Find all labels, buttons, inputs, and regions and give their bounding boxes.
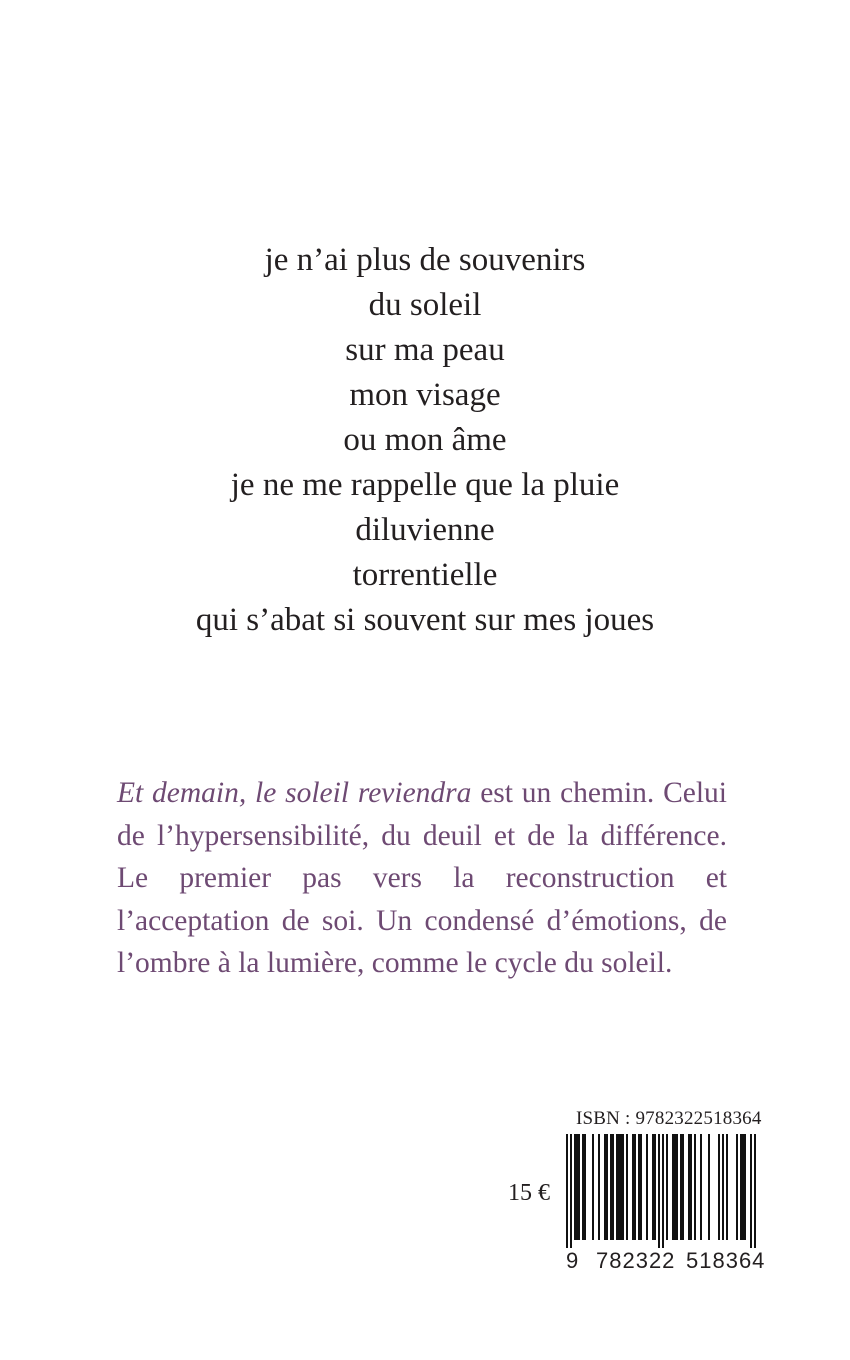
barcode-bar (676, 1134, 678, 1240)
barcode-bar (680, 1134, 682, 1240)
barcode-digits-left: 782322 (596, 1248, 676, 1273)
poem-line: je n’ai plus de souvenirs (264, 242, 586, 278)
barcode-guard-bar (570, 1134, 572, 1248)
barcode-guard-bar (658, 1134, 660, 1248)
barcode-bar (574, 1134, 576, 1240)
barcode-bar (688, 1134, 690, 1240)
barcode-bar (578, 1134, 580, 1240)
poem-line: ou mon âme (343, 422, 507, 458)
barcode-guard-bar (566, 1134, 568, 1248)
barcode-bar (612, 1134, 614, 1240)
barcode-bar (672, 1134, 674, 1240)
price: 15 € (508, 1180, 550, 1206)
barcode-guard-bar (662, 1134, 664, 1248)
barcode-bar (576, 1134, 578, 1240)
barcode-bar (598, 1134, 600, 1240)
poem-line: sur ma peau (345, 332, 505, 368)
barcode-bar (622, 1134, 624, 1240)
barcode-bar (632, 1134, 634, 1240)
barcode-bar (700, 1134, 702, 1240)
barcode-bar (584, 1134, 586, 1240)
barcode-bar (694, 1134, 696, 1240)
barcode-guard-bar (750, 1134, 752, 1248)
barcode-bar (610, 1134, 612, 1240)
barcode-digit-first: 9 (566, 1248, 579, 1273)
barcode-bar (744, 1134, 746, 1240)
barcode-bar (616, 1134, 618, 1240)
barcode-bar (652, 1134, 654, 1240)
barcode-digits-right: 518364 (686, 1248, 766, 1273)
barcode-bar (640, 1134, 642, 1240)
book-title: Et demain, le soleil reviendra (117, 777, 472, 809)
poem-line: je ne me rappelle que la pluie (230, 467, 620, 503)
poem-line: du soleil (368, 287, 482, 323)
barcode-digits (566, 1248, 796, 1274)
barcode-bar (592, 1134, 594, 1240)
barcode-bar (604, 1134, 606, 1240)
barcode-bar (626, 1134, 628, 1240)
barcode-bar (620, 1134, 622, 1240)
book-blurb (117, 772, 727, 985)
barcode-bar (742, 1134, 744, 1240)
barcode-bar (708, 1134, 710, 1240)
barcode-bar (666, 1134, 668, 1240)
barcode (560, 1134, 760, 1250)
poem-line: mon visage (349, 377, 501, 413)
barcode-bar (740, 1134, 742, 1240)
barcode-bar (618, 1134, 620, 1240)
poem-line: qui s’abat si souvent sur mes joues (195, 602, 655, 638)
barcode-guard-bar (754, 1134, 756, 1248)
poem (0, 238, 850, 643)
barcode-bar (682, 1134, 684, 1240)
barcode-bar (674, 1134, 676, 1240)
poem-line: torrentielle (352, 557, 498, 593)
barcode-bar (690, 1134, 692, 1240)
barcode-bar (726, 1134, 728, 1240)
barcode-bar (718, 1134, 720, 1240)
isbn-label: ISBN : 9782322518364 (576, 1108, 762, 1129)
barcode-bar (634, 1134, 636, 1240)
barcode-bar (606, 1134, 608, 1240)
barcode-bar (722, 1134, 724, 1240)
barcode-bar (654, 1134, 656, 1240)
barcode-bar (582, 1134, 584, 1240)
poem-line: diluvienne (355, 512, 495, 548)
barcode-bar (736, 1134, 738, 1240)
blurb-text: est un chemin. Celui de l’hypersensibilité, du deuil et de la différence. Le premier pas vers la reconstruction et l’acceptation de soi. Un condensé d’émotions, de l’ombre à la lumière, comme le cycle du soleil. (117, 777, 727, 979)
barcode-bar (646, 1134, 648, 1240)
barcode-bar (638, 1134, 640, 1240)
